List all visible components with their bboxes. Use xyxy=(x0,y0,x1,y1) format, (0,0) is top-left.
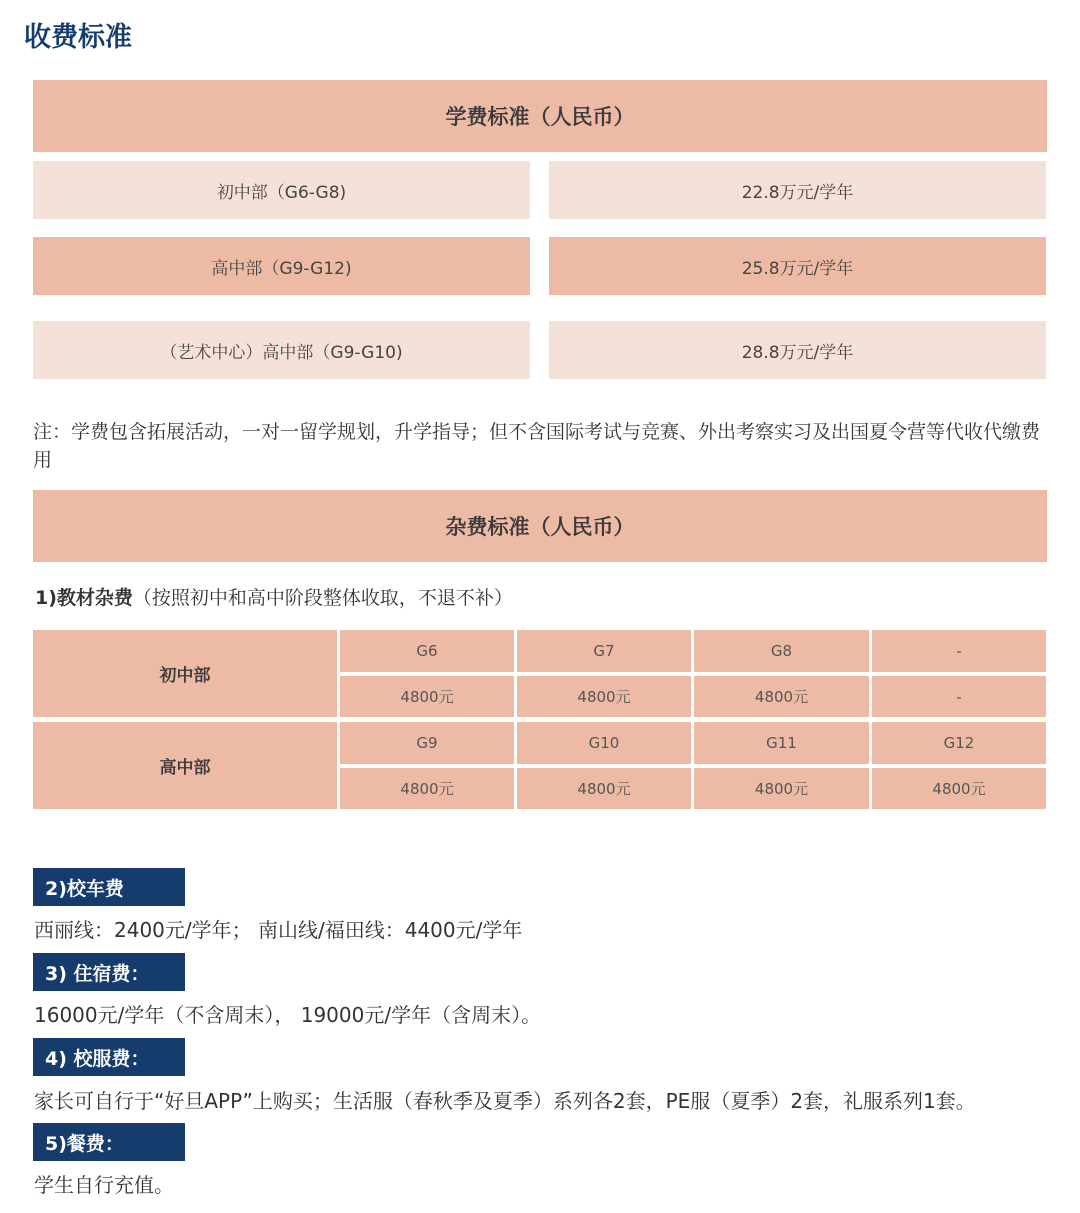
fee-group-label: 高中部 xyxy=(33,722,337,809)
grade-cell: G6 xyxy=(340,630,514,672)
fee-group-label: 初中部 xyxy=(33,630,337,717)
tuition-level-cell: 高中部（G9-G12) xyxy=(33,237,530,295)
grade-cell: G8 xyxy=(694,630,869,672)
bus-fee-tag: 2)校车费 xyxy=(33,868,185,906)
materials-title: 1)教材杂费 xyxy=(35,587,133,609)
fee-cell: 4800元 xyxy=(694,676,869,717)
fee-cell: - xyxy=(872,676,1046,717)
materials-title-line xyxy=(35,584,513,612)
grade-cell: G11 xyxy=(694,722,869,764)
uniform-fee-tag: 4) 校服费： xyxy=(33,1038,185,1076)
dorm-fee-tag: 3) 住宿费： xyxy=(33,953,185,991)
tuition-header: 学费标准（人民币） xyxy=(33,80,1047,152)
fee-cell: 4800元 xyxy=(694,768,869,809)
meal-fee-text: 学生自行充值。 xyxy=(34,1173,174,1197)
fee-cell: 4800元 xyxy=(872,768,1046,809)
grade-cell: - xyxy=(872,630,1046,672)
fee-cell: 4800元 xyxy=(517,768,691,809)
fee-cell: 4800元 xyxy=(517,676,691,717)
grade-cell: G10 xyxy=(517,722,691,764)
fee-cell: 4800元 xyxy=(340,768,514,809)
bus-fee-text: 西丽线：2400元/学年； 南山线/福田线：4400元/学年 xyxy=(34,918,523,942)
page-title: 收费标准 xyxy=(24,22,132,53)
tuition-price-cell: 25.8万元/学年 xyxy=(549,237,1046,295)
tuition-level-cell: 初中部（G6-G8) xyxy=(33,161,530,219)
tuition-level-cell: （艺术中心）高中部（G9-G10) xyxy=(33,321,530,379)
grade-cell: G7 xyxy=(517,630,691,672)
grade-cell: G12 xyxy=(872,722,1046,764)
meal-fee-tag: 5)餐费： xyxy=(33,1123,185,1161)
fee-cell: 4800元 xyxy=(340,676,514,717)
misc-header: 杂费标准（人民币） xyxy=(33,490,1047,562)
tuition-price-cell: 28.8万元/学年 xyxy=(549,321,1046,379)
tuition-price-cell: 22.8万元/学年 xyxy=(549,161,1046,219)
uniform-fee-text: 家长可自行于“好旦APP”上购买；生活服（春秋季及夏季）系列各2套，PE服（夏季）2套，礼服系列1套。 xyxy=(34,1089,976,1113)
tuition-note: 注：学费包含拓展活动，一对一留学规划，升学指导；但不含国际考试与竞赛、外出考察实习及出国夏令营等代收代缴费用 xyxy=(33,421,1041,471)
grade-cell: G9 xyxy=(340,722,514,764)
materials-desc: （按照初中和高中阶段整体收取，不退不补） xyxy=(132,587,513,609)
dorm-fee-text: 16000元/学年（不含周末）， 19000元/学年（含周末）。 xyxy=(34,1003,542,1027)
